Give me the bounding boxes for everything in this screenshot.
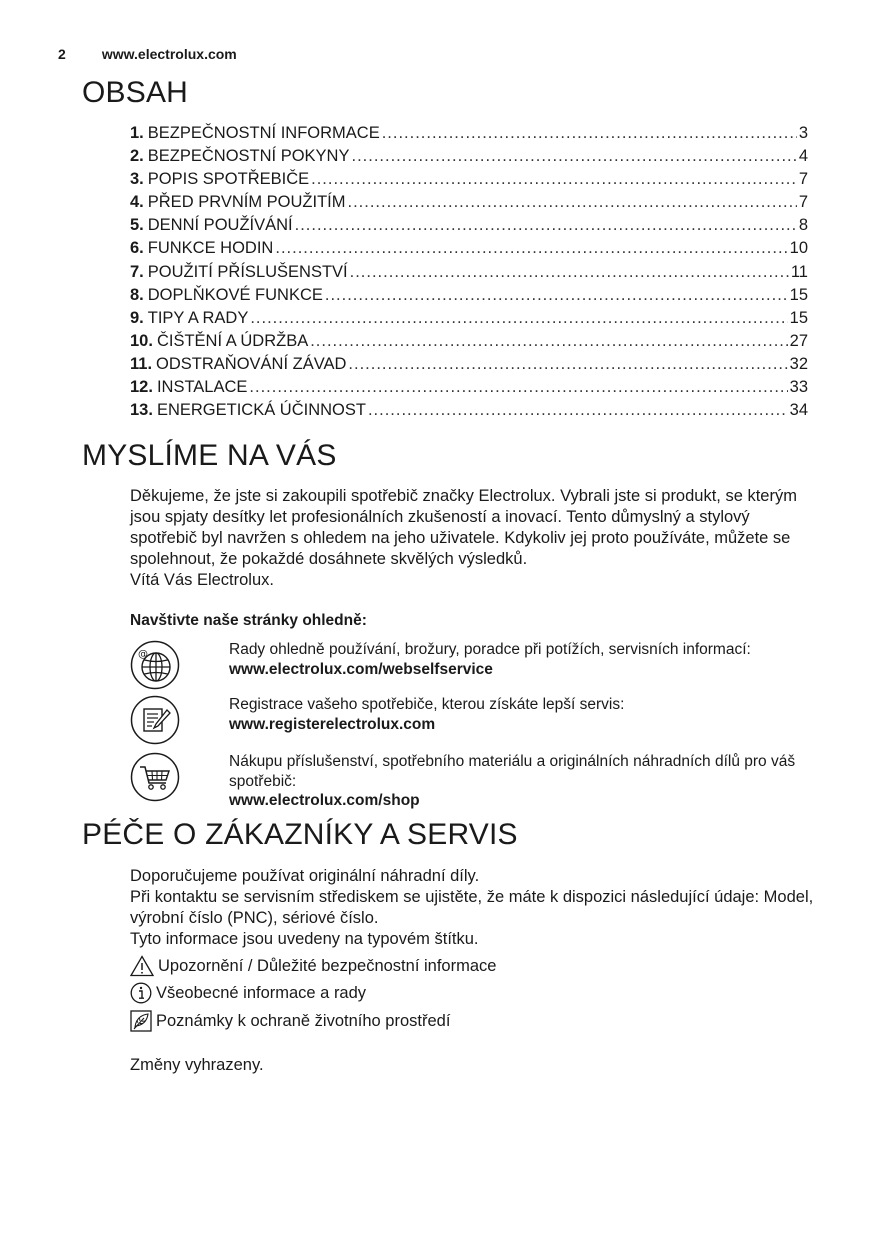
toc-item-page: 34 [789, 401, 808, 420]
toc-item-number: 4. [130, 193, 144, 212]
link-description: Registrace vašeho spotřebiče, kterou získáte lepší servis: [229, 696, 625, 713]
note-text: Všeobecné informace a rady [156, 984, 367, 1002]
toc-leader-dots [275, 237, 787, 260]
note-environment [130, 1009, 450, 1033]
toc-leader-dots [348, 353, 787, 376]
toc-item-page: 3 [798, 124, 808, 142]
page-number: 2 [58, 46, 66, 62]
toc-item-label: BEZPEČNOSTNÍ POKYNY [147, 147, 350, 166]
toc-item[interactable] [130, 261, 808, 284]
toc-leader-dots [382, 122, 797, 145]
toc-item-page: 33 [789, 378, 808, 397]
toc-leader-dots [350, 261, 789, 284]
toc-item[interactable] [130, 330, 808, 353]
toc-item-number: 11. [130, 354, 153, 373]
page-header [58, 46, 237, 62]
toc-item-label: PŘED PRVNÍM POUŽITÍM [147, 193, 346, 212]
toc-item-page: 11 [790, 262, 808, 281]
toc-item-page: 15 [789, 285, 808, 304]
toc-leader-dots [347, 191, 796, 214]
toc-item[interactable] [130, 376, 808, 399]
toc-leader-dots [351, 145, 796, 168]
care-title: PÉČE O ZÁKAZNÍKY A SERVIS [82, 818, 518, 851]
svg-text:@: @ [138, 649, 148, 660]
toc-item-number: 1. [130, 124, 144, 142]
toc-item-label: BEZPEČNOSTNÍ INFORMACE [147, 124, 380, 142]
care-line: Tyto informace jsou uvedeny na typovém štítku. [130, 930, 479, 948]
toc-item-label: DENNÍ POUŽÍVÁNÍ [147, 216, 293, 235]
about-title: MYSLÍME NA VÁS [82, 439, 337, 472]
toc-item-label: POUŽITÍ PŘÍSLUŠENSTVÍ [147, 262, 348, 281]
toc-item-label: ČIŠTĚNÍ A ÚDRŽBA [156, 331, 309, 350]
about-greeting: Vítá Vás Electrolux. [130, 571, 274, 589]
toc-leader-dots [249, 376, 787, 399]
toc-item[interactable] [130, 237, 808, 260]
toc-item-number: 7. [130, 262, 144, 281]
link-description: Nákupu příslušenství, spotřebního materiálu a originálních náhradních dílů pro váš spotřebič: [229, 753, 796, 790]
table-of-contents [130, 122, 808, 422]
info-icon [130, 982, 152, 1004]
toc-item[interactable] [130, 168, 808, 191]
globe-icon [130, 640, 180, 690]
toc-leader-dots [368, 399, 788, 422]
toc-item-number: 12. [130, 378, 153, 397]
visit-label: Navštivte naše stránky ohledně: [130, 612, 367, 629]
toc-item[interactable] [130, 399, 808, 422]
link-text [229, 752, 819, 811]
shopping-cart-icon [130, 752, 180, 802]
care-text [130, 866, 820, 950]
note-warning [130, 954, 496, 978]
about-text [130, 486, 820, 591]
registration-form-icon [130, 695, 180, 745]
shop-link[interactable]: www.electrolux.com/shop [229, 792, 420, 809]
toc-item-label: DOPLŇKOVÉ FUNKCE [147, 285, 323, 304]
toc-item-label: INSTALACE [156, 378, 248, 397]
leaf-icon [130, 1010, 152, 1032]
toc-item-label: POPIS SPOTŘEBIČE [147, 170, 310, 189]
toc-item-label: ODSTRAŇOVÁNÍ ZÁVAD [156, 354, 347, 373]
toc-leader-dots [325, 284, 788, 307]
toc-item-number: 5. [130, 216, 144, 235]
toc-item-page: 4 [798, 147, 808, 166]
note-info [130, 981, 366, 1005]
toc-item[interactable] [130, 191, 808, 214]
toc-leader-dots [311, 168, 797, 191]
toc-item-number: 8. [130, 285, 144, 304]
toc-item-number: 9. [130, 308, 144, 327]
toc-item[interactable] [130, 145, 808, 168]
webselfservice-link[interactable]: www.electrolux.com/webselfservice [229, 660, 493, 678]
link-text [229, 640, 819, 679]
toc-item[interactable] [130, 284, 808, 307]
about-paragraph: Děkujeme, že jste si zakoupili spotřebič značky Electrolux. Vybrali jste si produkt, se kterým jsou spjaty desítky let profesionálních zkušeností a inovací. Tento důmyslný a stylový spotřebič byl navržen s ohledem na jeho uživatele. Kdykoliv jej proto používáte, můžete se spolehnout, že pokaždé dosáhnete skvělých výsledků. [130, 487, 797, 568]
toc-item-page: 8 [798, 216, 808, 235]
header-site[interactable]: www.electrolux.com [101, 46, 237, 62]
toc-leader-dots [250, 307, 787, 330]
toc-item-number: 13. [130, 401, 153, 420]
toc-item-page: 27 [789, 331, 808, 350]
toc-item-number: 2. [130, 147, 144, 166]
toc-item-number: 3. [130, 170, 144, 189]
toc-item-number: 10. [130, 331, 153, 350]
toc-item-page: 10 [789, 239, 808, 258]
toc-item-label: FUNKCE HODIN [147, 239, 274, 258]
toc-item[interactable] [130, 214, 808, 237]
toc-item-label: ENERGETICKÁ ÚČINNOST [156, 401, 366, 420]
toc-item-page: 32 [789, 354, 808, 373]
toc-title: OBSAH [82, 76, 189, 109]
care-line: Při kontaktu se servisním střediskem se ujistěte, že máte k dispozici následující údaje: Model, výrobní číslo (PNC), sériové číslo. [130, 888, 814, 927]
toc-item-page: 15 [789, 308, 808, 327]
toc-item-page: 7 [798, 193, 808, 212]
link-description: Rady ohledně používání, brožury, poradce při potížích, servisních informací: [229, 641, 751, 658]
note-text: Poznámky k ochraně životního prostředí [156, 1012, 451, 1030]
toc-leader-dots [310, 330, 787, 353]
warning-icon [130, 955, 154, 977]
toc-item[interactable] [130, 307, 808, 330]
register-link[interactable]: www.registerelectrolux.com [229, 715, 436, 733]
toc-item[interactable] [130, 353, 808, 376]
changes-reserved: Změny vyhrazeny. [130, 1056, 264, 1074]
toc-item[interactable] [130, 122, 808, 145]
toc-item-page: 7 [798, 170, 808, 189]
care-line: Doporučujeme používat originální náhradní díly. [130, 867, 480, 885]
toc-leader-dots [295, 214, 797, 237]
toc-item-label: TIPY A RADY [147, 308, 249, 327]
toc-item-number: 6. [130, 239, 144, 258]
link-text [229, 695, 819, 734]
note-text: Upozornění / Důležité bezpečnostní informace [158, 957, 497, 975]
